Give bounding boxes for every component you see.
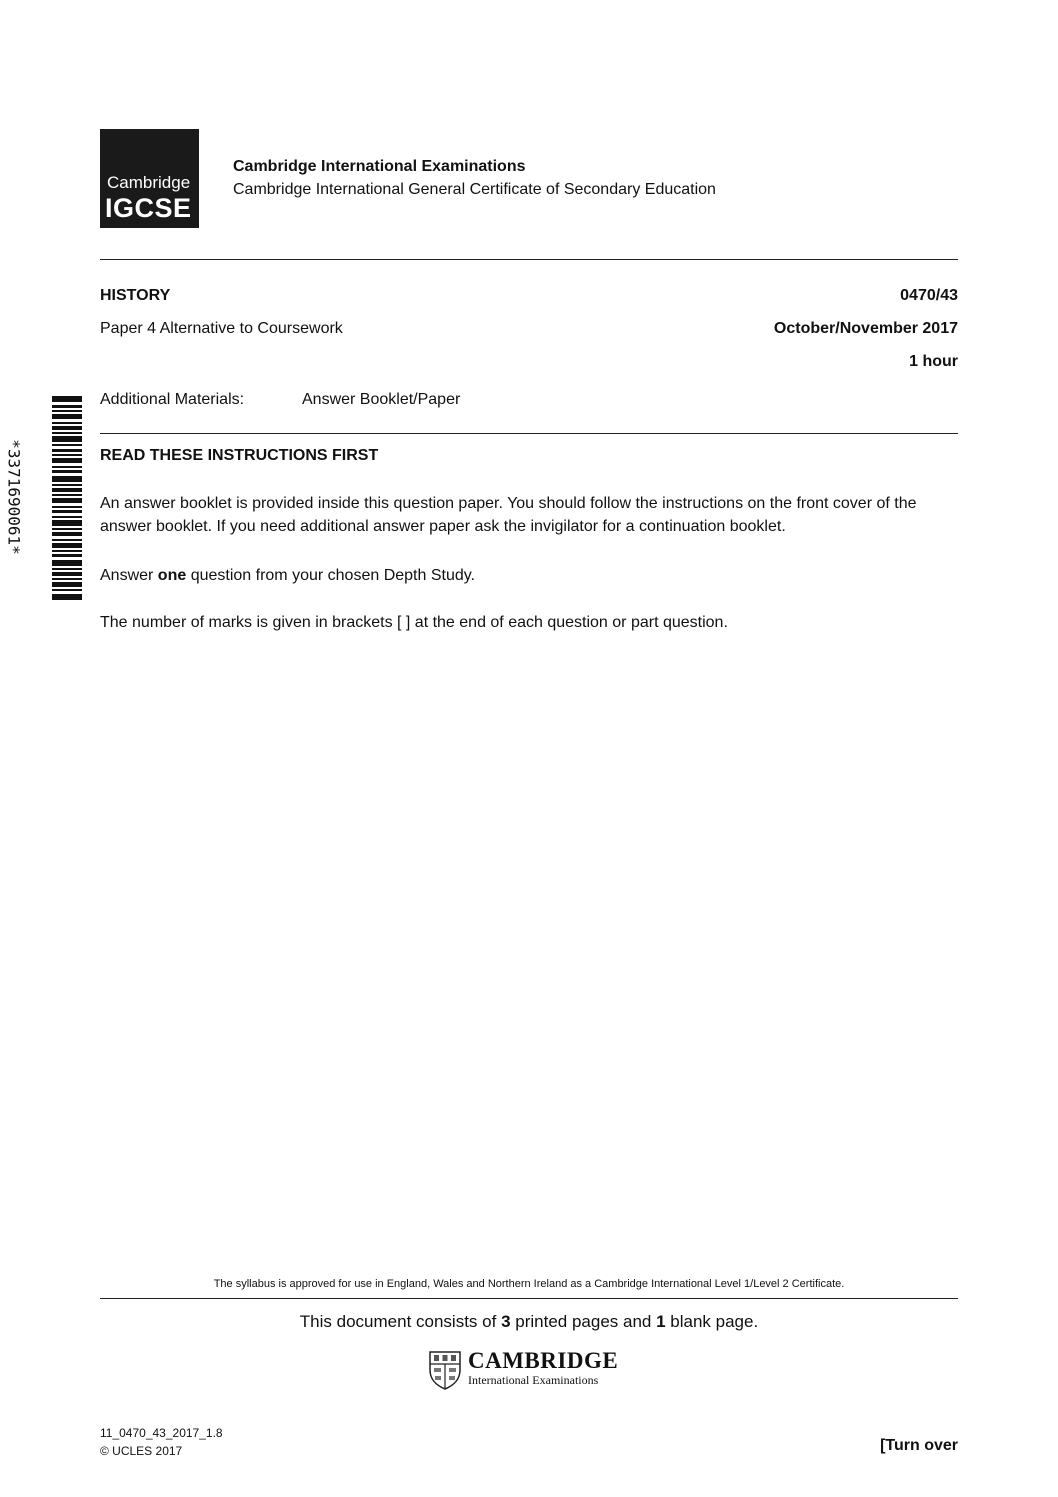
logo-line-igcse: IGCSE — [105, 193, 192, 223]
divider-top — [100, 259, 958, 260]
copyright: © UCLES 2017 — [100, 1444, 183, 1458]
instructions-heading: READ THESE INSTRUCTIONS FIRST — [100, 447, 379, 464]
exam-duration: 1 hour — [909, 353, 958, 370]
page-count-note: This document consists of 3 printed pages and 1 blank page. — [299, 1312, 759, 1331]
barcode-number: *3371690061* — [4, 439, 24, 555]
brand-subtitle: International Examinations — [468, 1373, 599, 1387]
org-subtitle: Cambridge International General Certificate of Secondary Education — [233, 181, 716, 198]
cambridge-shield-icon — [428, 1350, 462, 1390]
logo-line-cambridge: Cambridge — [107, 173, 191, 192]
instruction-answer-booklet: An answer booklet is provided inside this question paper. You should follow the instructions on the front cover of the answer booklet. If you need additional answer paper ask the invigilator for a continuation booklet. — [100, 495, 917, 535]
barcode — [52, 396, 82, 600]
materials-value: Answer Booklet/Paper — [302, 391, 461, 408]
exam-session: October/November 2017 — [773, 320, 958, 337]
divider-middle — [100, 433, 958, 434]
divider-bottom — [100, 1298, 958, 1299]
igcse-logo — [100, 129, 199, 228]
paper-title: Paper 4 Alternative to Coursework — [100, 320, 343, 337]
syllabus-note: The syllabus is approved for use in England, Wales and Northern Ireland as a Cambridge International Level 1/Level 2 Certificate. — [213, 1278, 845, 1290]
exam-code: 0470/43 — [900, 287, 958, 304]
document-reference: 11_0470_43_2017_1.8 — [100, 1426, 223, 1440]
turn-over: [Turn over — [880, 1437, 958, 1454]
brand-name: CAMBRIDGE — [468, 1348, 619, 1373]
materials-label: Additional Materials: — [100, 391, 245, 408]
org-name: Cambridge International Examinations — [233, 158, 526, 175]
subject-title: HISTORY — [100, 287, 171, 304]
instruction-marks: The number of marks is given in brackets [ ] at the end of each question or part question. — [100, 614, 728, 631]
instruction-answer-one: Answer one question from your chosen Depth Study. — [100, 567, 475, 584]
cambridge-logo — [428, 1348, 619, 1395]
